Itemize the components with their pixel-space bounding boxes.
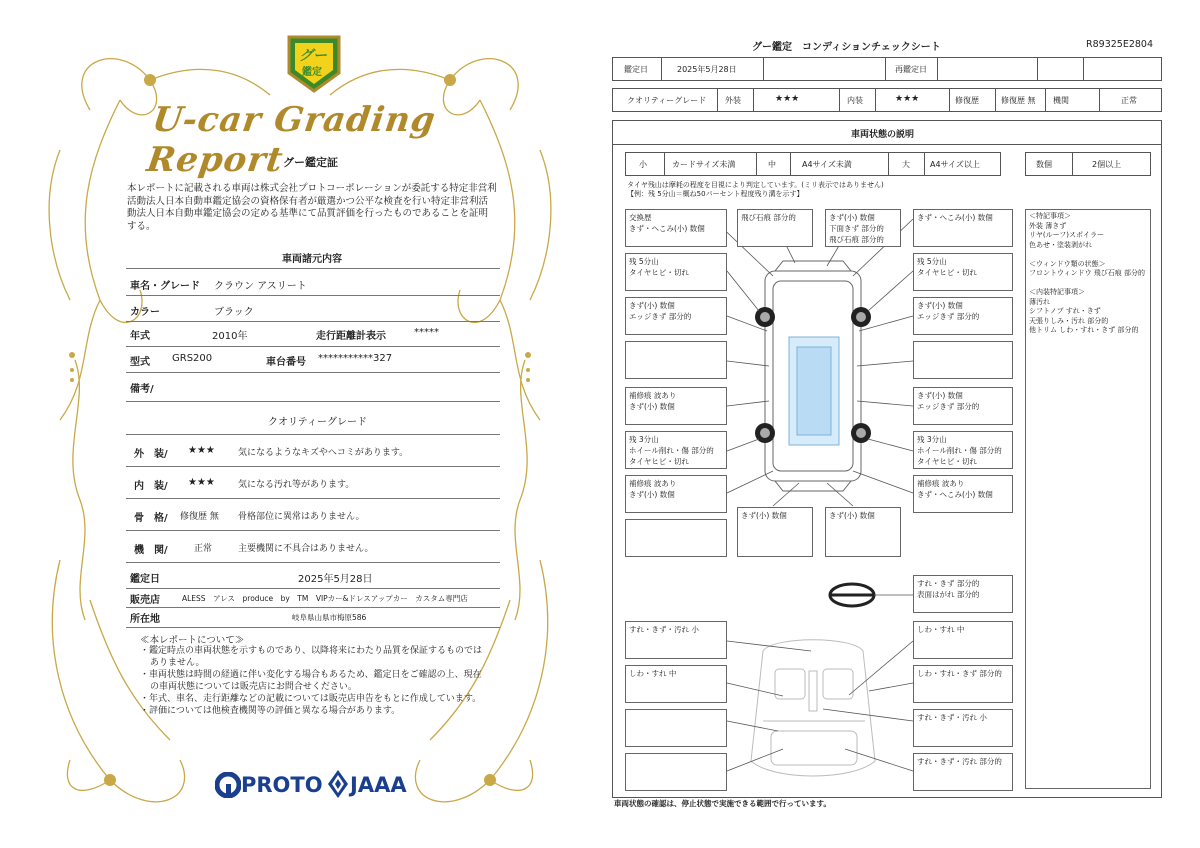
note-item: ・評価については他検査機関等の評価と異なる場合があります。: [140, 706, 401, 716]
legend-count-desc: 2個以上: [1092, 160, 1122, 169]
legend-small: 小: [639, 160, 647, 169]
grade-table: [612, 88, 1162, 112]
comment-box: 残 5分山 タイヤヒビ・切れ: [625, 253, 727, 291]
address-row: [126, 610, 500, 628]
date-value: 2025年5月28日: [298, 574, 373, 585]
note-item: ・鑑定時点の車両状態を示すものであり、以降将来にわたり品質を保証するものではありません。: [140, 646, 483, 668]
comment-box: [625, 519, 727, 557]
comment-box: [625, 753, 727, 791]
spec-row-name: [126, 277, 500, 296]
date-row: [126, 570, 500, 589]
engine-text: 主要機関に不具合はありません。: [238, 544, 374, 554]
comment-box: [625, 341, 727, 379]
specs-divider: [126, 268, 500, 269]
spec-row-model: [126, 353, 500, 373]
comment-box: きず(小) 数個: [825, 507, 901, 557]
comment-box: きず・へこみ(小) 数個: [913, 209, 1013, 247]
int-label: 内装: [847, 96, 863, 105]
comment-box: きず(小) 数個: [737, 507, 813, 557]
comment-box: しわ・すれ・きず 部分的: [913, 665, 1013, 703]
comment-box: 補修痕 波あり きず(小) 数個: [625, 387, 727, 425]
legend-small-desc: カードサイズ未満: [672, 160, 736, 169]
interior-row: [126, 477, 500, 499]
dealer-label: 販売店: [130, 595, 160, 606]
color-label: カラー: [130, 307, 160, 318]
section-title: 車両状態の説明: [851, 130, 915, 140]
chassis-value: ***********327: [318, 353, 393, 364]
dealer-row: [126, 591, 500, 608]
comment-box: しわ・すれ 中: [625, 665, 727, 703]
date-value: 2025年5月28日: [677, 65, 737, 74]
steering-wheel-icon: [830, 584, 874, 606]
year-label: 年式: [130, 331, 150, 342]
condition-section: [612, 120, 1162, 798]
note-item: ・車両状態は時間の経過に伴い変化する場合もあるため、鑑定日をご確認の上、現在の車両状態については販売店にお問合せください。: [140, 670, 482, 692]
grade-label: クオリティーグレード: [627, 96, 707, 105]
ext-value: ★★★: [775, 94, 800, 104]
comment-box: すれ・きず 部分的 表面はがれ 部分的: [913, 575, 1013, 613]
interior-text: 気になる汚れ等があります。: [238, 480, 355, 490]
sheet-title: グー鑑定 コンディションチェックシート: [752, 42, 941, 53]
comment-box: 補修痕 波あり きず(小) 数個: [625, 475, 727, 513]
special-notes-box: ＜特記事項＞ 外装 薄きず リヤ(ルーフ)スポイラー 色あせ・塗装剥がれ ＜ウィンドウ類の状態＞ フロントウィンドウ 飛び石痕 部分的 ＜内装特記事項＞ 薄汚れ シフトノブ すれ・きず 天張りしみ・汚れ 部分的 他トリム しわ・すれ・きず 部分的: [1025, 209, 1151, 789]
spec-row-color: [126, 303, 500, 322]
jaaa-mark-icon: [328, 770, 348, 798]
comment-box: 残 3分山 ホイール削れ・傷 部分的 タイヤヒビ・切れ: [913, 431, 1013, 469]
exterior-text: 気になるようなキズやヘコミがあります。: [238, 448, 409, 458]
dealer-value: ALESS アレス produce by TM VIPカー&ドレスアップカー カスタム専門店: [182, 594, 468, 603]
comment-box: すれ・きず・汚れ 部分的: [913, 753, 1013, 791]
mileage-value: *****: [414, 327, 439, 338]
cert-text: 本レポートに記載される車両は株式会社プロトコーポレーションが委託する特定非営利活動法人日本自動車鑑定協会の資格保有者が厳選かつ公平な検査を行い特定非営利活動法人日本自動車鑑定協会の定める基準にて品質評価を行ったものであることを証明する。: [127, 183, 497, 232]
spec-row-year: [126, 327, 500, 347]
frame-text: 骨格部位に異常はありません。: [238, 512, 365, 522]
legend-medium: 中: [768, 160, 776, 169]
chassis-label: 車台番号: [266, 357, 306, 368]
footer-note: 車両状態の確認は、停止状態で実施できる範囲で行っています。: [614, 799, 831, 808]
date-label: 鑑定日: [130, 574, 160, 585]
comment-box: すれ・きず・汚れ 小: [913, 709, 1013, 747]
badge-top-text: グー: [299, 48, 327, 64]
exterior-label: 外 装/: [134, 449, 168, 460]
frame-value: 修復歴 無: [180, 512, 219, 522]
condition-check-sheet: [600, 0, 1200, 848]
proto-text: PROTO: [241, 773, 323, 797]
quality-divider: [126, 434, 500, 435]
repair-value: 修復歴 無: [1001, 96, 1036, 105]
name-value: クラウン アスリート: [214, 281, 307, 292]
sheet-id: R89325E2804: [1086, 39, 1154, 50]
comment-box: 残 3分山 ホイール削れ・傷 部分的 タイヤヒビ・切れ: [625, 431, 727, 469]
engine-row: [126, 541, 500, 563]
engine-value: 正常: [194, 544, 213, 554]
year-value: 2010年: [212, 331, 248, 342]
frame-row: [126, 509, 500, 531]
comment-box: きず(小) 数個 エッジきず 部分的: [913, 297, 1013, 335]
color-value: ブラック: [214, 307, 254, 318]
goo-badge: [285, 33, 343, 95]
comment-box: [625, 709, 727, 747]
date-label: 鑑定日: [624, 65, 648, 74]
comment-box: 残 5分山 タイヤヒビ・切れ: [913, 253, 1013, 291]
cert-title: グー鑑定証: [283, 156, 338, 169]
interior-stars: ★★★: [188, 477, 215, 488]
engine-label: 機関: [1053, 96, 1069, 105]
frame-label: 骨 格/: [134, 513, 168, 524]
report-title: U-car Grading Report: [144, 100, 439, 180]
comment-box: きず(小) 数個 下面きず 部分的 飛び石痕 部分的: [825, 209, 901, 247]
spec-row-remarks: [126, 380, 500, 402]
tire-note-2: 【例：残 5分山＝概ね50パーセント程度残り溝を示す】: [627, 190, 804, 198]
comment-box: きず(小) 数個 エッジきず 部分的: [913, 387, 1013, 425]
interior-label: 内 装/: [134, 481, 168, 492]
model-label: 型式: [130, 357, 150, 368]
proto-mark-icon: [215, 772, 241, 798]
redate-label: 再鑑定日: [895, 65, 927, 74]
remarks-label: 備考/: [130, 384, 154, 395]
legend-count: 数個: [1036, 160, 1052, 169]
comment-box: 飛び石痕 部分的: [737, 209, 813, 247]
address-label: 所在地: [130, 614, 160, 625]
exterior-row: [126, 445, 500, 467]
comment-box: 補修痕 波あり きず・へこみ(小) 数個: [913, 475, 1013, 513]
address-value: 岐阜県山県市梅原586: [292, 613, 367, 622]
quality-title: クオリティーグレード: [268, 417, 367, 428]
exterior-stars: ★★★: [188, 445, 215, 456]
jaaa-text: JAAA: [350, 773, 407, 797]
repair-label: 修復歴: [955, 96, 979, 105]
notes-list: [140, 645, 490, 717]
legend-large: 大: [902, 160, 910, 169]
legend-medium-desc: A4サイズ未満: [802, 160, 852, 169]
engine-value: 正常: [1121, 96, 1137, 105]
note-item: ・年式、車名、走行距離などの記載については販売店申告をもとに作成しています。: [140, 694, 482, 704]
comment-box: [913, 341, 1013, 379]
name-label: 車名・グレード: [130, 281, 200, 292]
comment-box: しわ・すれ 中: [913, 621, 1013, 659]
tire-note-1: タイヤ残山は摩耗の程度を目視により判定しています。(ミリ表示ではありません): [627, 181, 884, 189]
model-value: GRS200: [172, 353, 213, 364]
ext-label: 外装: [725, 96, 741, 105]
int-value: ★★★: [895, 94, 920, 104]
mileage-label: 走行距離計表示: [316, 331, 386, 342]
comment-box: 交換歴 きず・へこみ(小) 数個: [625, 209, 727, 247]
comment-box: きず(小) 数個 エッジきず 部分的: [625, 297, 727, 335]
badge-bottom-text: 鑑定: [302, 67, 322, 78]
date-table: [612, 57, 1162, 81]
legend-large-desc: A4サイズ以上: [930, 160, 980, 169]
engine-label: 機 関/: [134, 545, 168, 556]
comment-box: すれ・きず・汚れ 小: [625, 621, 727, 659]
specs-title: 車両諸元内容: [282, 254, 342, 265]
notes-title: ≪本レポートについて≫: [140, 635, 245, 646]
